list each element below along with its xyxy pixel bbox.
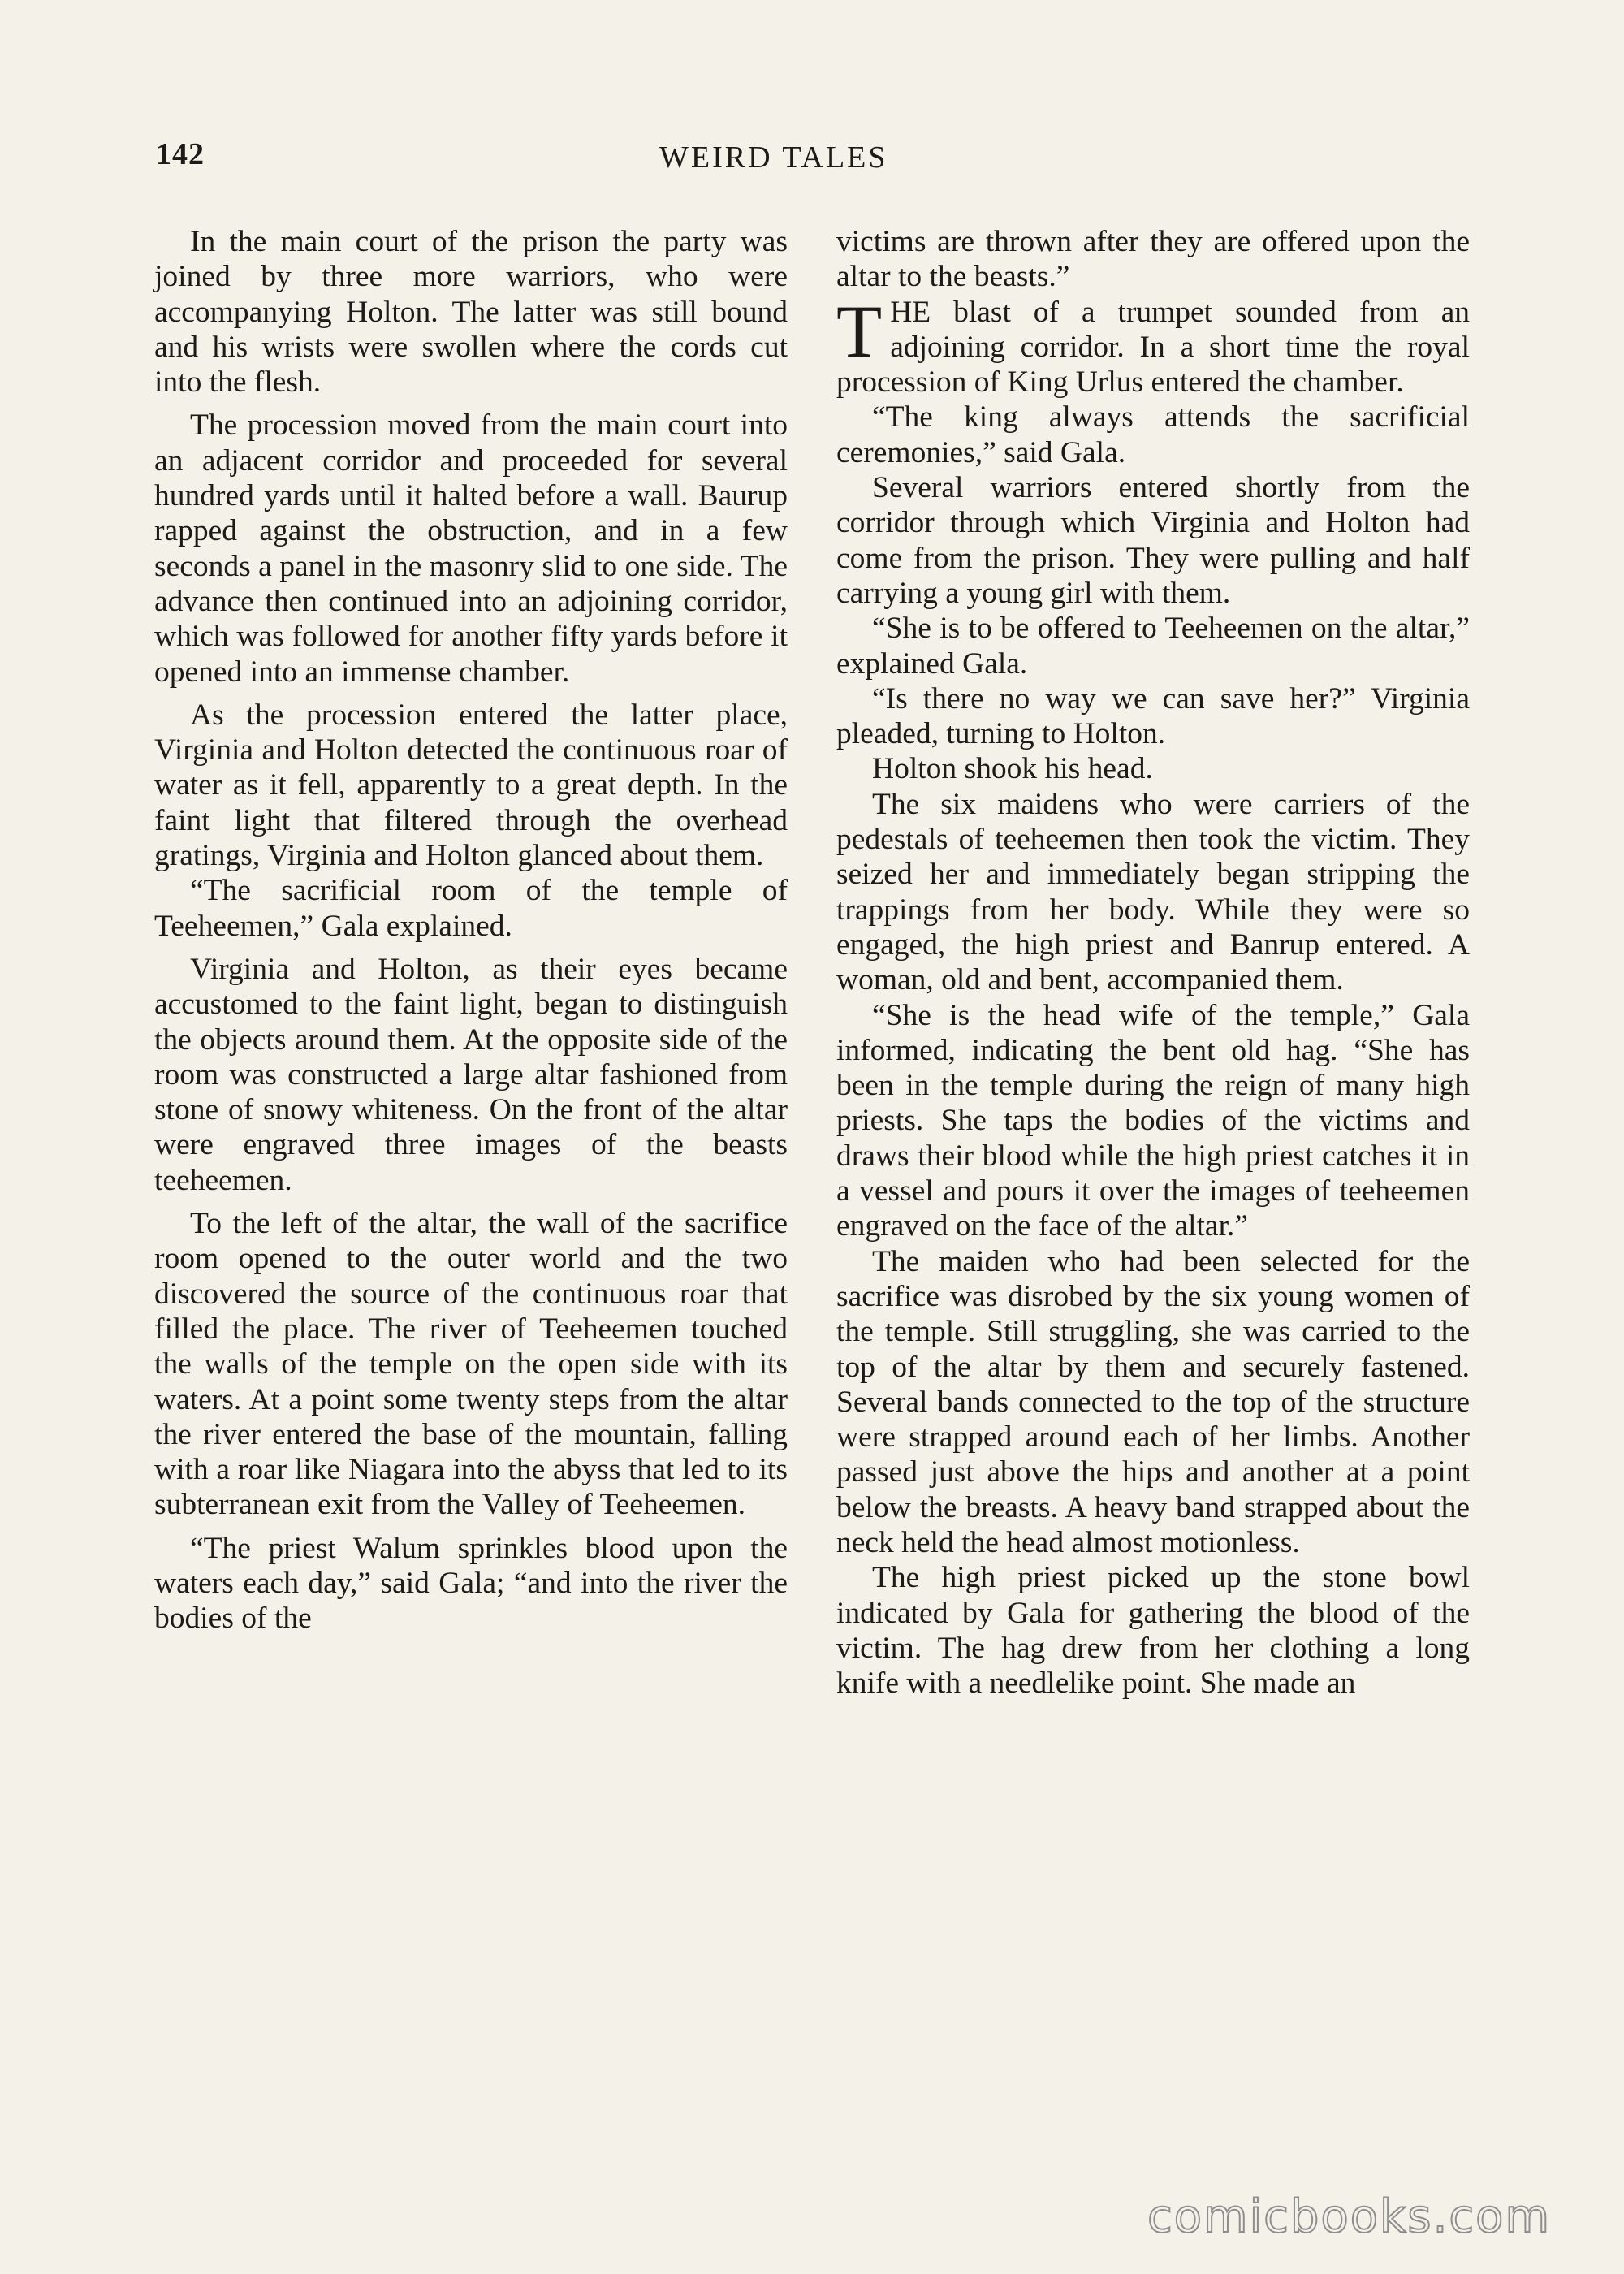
paragraph: “The king always attends the sacrificial ceremonies,” said Gala. bbox=[836, 400, 1470, 469]
running-title: WEIRD TALES bbox=[659, 141, 888, 175]
paragraph: “She is the head wife of the temple,” Gala informed, indicating the bent old hag. “She has been in the temple during the reign of many high priests. She taps the bodies of the victims and draws their blood while the high priest catches it in a vessel and pours it over the images of teeheemen engraved on the face of the altar.” bbox=[836, 998, 1470, 1243]
paragraph: “The priest Walum sprinkles blood upon the waters each day,” said Gala; “and into the river the bodies of the bbox=[154, 1531, 788, 1636]
site-watermark: comicbooks.com bbox=[1147, 2190, 1551, 2243]
left-column bbox=[154, 224, 788, 1636]
paragraph: In the main court of the prison the party was joined by three more warriors, who were accompanying Holton. The latter was still bound and his wrists were swollen where the cords cut into the flesh. bbox=[154, 225, 788, 400]
paragraph: To the left of the altar, the wall of the sacrifice room opened to the outer world and the two discovered the source of the continuous roar that filled the place. The river of Teeheemen touched the walls of the temple on the open side with its waters. At a point some twenty steps from the altar the river entered the base of the mountain, falling with a roar like Niagara into the abyss that led to its subterranean exit from the Valley of Teeheemen. bbox=[154, 1207, 788, 1522]
continued-paragraph: victims are thrown after they are offered upon the altar to the beasts.” bbox=[836, 225, 1470, 294]
paragraph: “She is to be offered to Teeheemen on the altar,” explained Gala. bbox=[836, 612, 1470, 681]
right-column bbox=[836, 224, 1470, 1701]
paragraph: The procession moved from the main court into an adjacent corridor and proceeded for several hundred yards until it halted before a wall. Baurup rapped against the obstruction, and in a few seconds a panel in the masonry slid to one side. The advance then continued into an adjoining corridor, which was followed for another fifty yards before it opened into an immense chamber. bbox=[154, 409, 788, 689]
paragraph: Holton shook his head. bbox=[872, 752, 1153, 786]
section-opening-text: HE blast of a trumpet sounded from an adjoining corridor. In a short time the royal procession of King Urlus entered the chamber. bbox=[836, 295, 1470, 400]
paragraph: The six maidens who were carriers of the pedestals of teeheemen then took the victim. They seized her and immediately began stripping the trappings from her body. While they were so engaged, the high priest and Banrup entered. A woman, old and bent, accompanied them. bbox=[836, 787, 1470, 997]
paragraph: The high priest picked up the stone bowl indicated by Gala for gathering the blood of the victim. The hag drew from her clothing a long knife with a needlelike point. She made an bbox=[836, 1561, 1470, 1701]
page-header bbox=[156, 136, 1471, 185]
paragraph: The maiden who had been selected for the sacrifice was disrobed by the six young women of the temple. Still struggling, she was carried to the top of the altar by them and securely fastened. Several bands connected to the top of the structure were strapped around each of her limbs. Another passed just above the hips and another at a point below the breasts. A heavy band strapped about the neck held the head almost motionless. bbox=[836, 1244, 1470, 1559]
paragraph: “Is there no way we can save her?” Virginia pleaded, turning to Holton. bbox=[836, 681, 1470, 751]
paragraph: As the procession entered the latter place, Virginia and Holton detected the continuous roar of water as it fell, apparently to a great depth. In the faint light that filtered through the overhead gratings, Virginia and Holton glanced about them. bbox=[154, 698, 788, 873]
drop-cap: T bbox=[836, 289, 883, 373]
page-number: 142 bbox=[156, 137, 205, 171]
section-opening-paragraph bbox=[836, 289, 1470, 400]
paragraph: Virginia and Holton, as their eyes became accustomed to the faint light, began to distinguish the objects around them. At the opposite side of the room was constructed a large altar fashioned from stone of snowy whiteness. On the front of the altar were engraved three images of the beasts teeheemen. bbox=[154, 952, 788, 1197]
paragraph: “The sacrificial room of the temple of Teeheemen,” Gala explained. bbox=[154, 874, 788, 943]
paragraph: Several warriors entered shortly from the corridor through which Virginia and Holton had come from the prison. They were pulling and half carrying a young girl with them. bbox=[836, 471, 1470, 610]
